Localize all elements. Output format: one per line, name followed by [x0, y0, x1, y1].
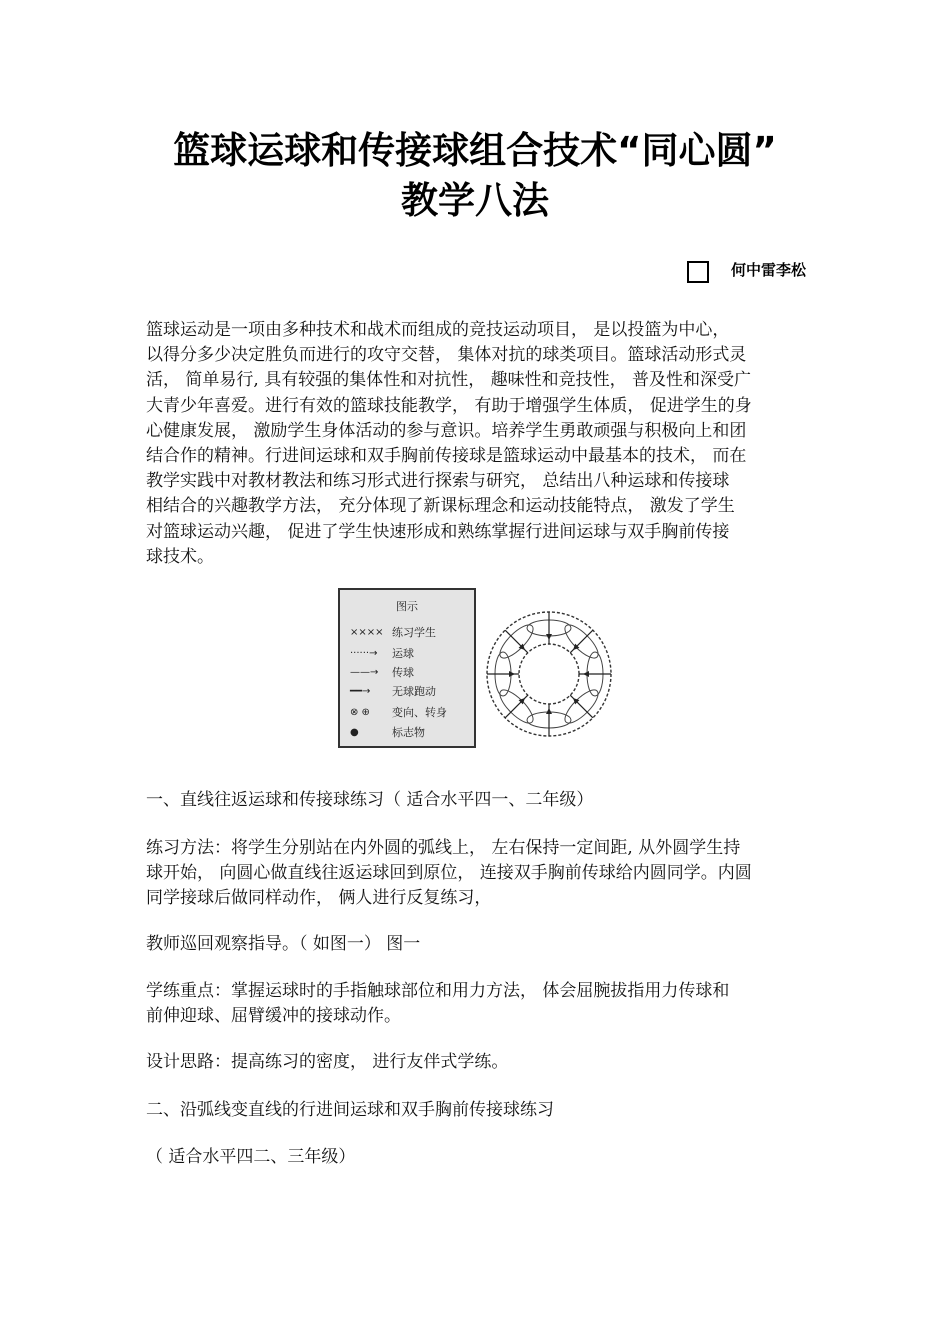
section-one-focus	[146, 979, 814, 1029]
section-one-teacher-note: 教师巡回观察指导。（ 如图一） 图一	[146, 934, 421, 954]
legend-symbol-student-icon: ××××	[350, 626, 384, 638]
legend-title: 图示	[396, 600, 418, 613]
concentric-circle-diagram	[478, 594, 620, 750]
arrow-head-icon	[583, 671, 589, 677]
legend-row	[350, 664, 414, 680]
document-title-line1: 篮球运球和传接球组合技术“同心圆”	[173, 129, 777, 172]
method-line: 练习方法：将学生分别站在内外圆的弧线上， 左右保持一定间距, 从外圆学生持	[146, 838, 741, 858]
legend-symbol-marker-icon: ●	[350, 726, 359, 738]
legend-label: 变向、转身	[392, 706, 447, 719]
inner-circle	[519, 644, 579, 704]
legend-symbol-pass-icon: ——→	[350, 666, 379, 678]
intro-line: 结合作的精神。行进间运球和双手胸前传接球是篮球运动中最基本的技术， 而在	[146, 446, 747, 467]
section-one-method	[146, 836, 814, 912]
author-row	[687, 256, 806, 282]
legend-label: 无球跑动	[392, 685, 436, 698]
legend-symbol-turn-icon: ⊗ ⊕	[350, 706, 370, 718]
legend-label: 标志物	[392, 726, 425, 739]
method-line: 球开始， 向圆心做直线往返运球回到原位， 连接双手胸前传球给内圆同学。内圆	[146, 863, 752, 884]
legend-row	[350, 624, 436, 640]
figure-legend	[338, 588, 476, 748]
legend-symbol-run-icon: ━━→	[350, 685, 371, 697]
legend-row	[350, 724, 425, 740]
figure-one	[338, 588, 620, 754]
section-one-design: 设计思路：提高练习的密度， 进行友伴式学练。	[146, 1052, 509, 1072]
intro-line: 对篮球运动兴趣， 促进了学生快速形成和熟练掌握行进间运球与双手胸前传接	[146, 521, 730, 542]
intro-line: 大青少年喜爱。进行有效的篮球技能教学， 有助于增强学生体质， 促进学生的身	[146, 395, 752, 416]
document-title-line2: 教学八法	[401, 179, 549, 222]
legend-row	[350, 704, 447, 720]
section-two-level: （ 适合水平四二、三年级）	[146, 1147, 356, 1167]
method-line: 同学接球后做同样动作， 俩人进行反复练习，	[146, 888, 492, 909]
legend-row	[350, 645, 414, 661]
intro-line: 活， 简单易行, 具有较强的集体性和对抗性， 趣味性和竞技性， 普及性和深受广	[146, 370, 752, 391]
intro-line: 教学实践中对教材教法和练习形式进行探索与研究， 总结出八种运球和传接球	[146, 471, 730, 492]
arrow-head-icon	[509, 671, 515, 677]
legend-label: 运球	[392, 647, 414, 660]
legend-symbol-dribble-icon: ······→	[350, 647, 378, 659]
section-two-heading: 二、沿弧线变直线的行进间运球和双手胸前传接球练习	[146, 1100, 554, 1120]
intro-paragraph	[146, 318, 814, 570]
intro-line: 篮球运动是一项由多种技术和战术而组成的竞技运动项目， 是以投篮为中心，	[146, 320, 730, 340]
intro-line: 心健康发展， 激励学生身体活动的参与意识。培养学生勇敢顽强与积极向上和团	[146, 420, 747, 441]
author-names: 何中雷李松	[730, 260, 806, 279]
legend-row	[350, 683, 436, 699]
section-one-heading: 一、直线往返运球和传接球练习（ 适合水平四一、二年级）	[146, 790, 594, 810]
checkbox-square-icon	[687, 261, 709, 283]
intro-line: 相结合的兴趣教学方法， 充分体现了新课标理念和运动技能特点， 激发了学生	[146, 496, 735, 517]
focus-line: 前伸迎球、屈臂缓冲的接球动作。	[146, 1006, 401, 1027]
arrow-head-icon	[546, 708, 552, 714]
practice-paths	[487, 612, 611, 736]
legend-label: 练习学生	[392, 626, 436, 639]
arrow-head-icon	[546, 634, 552, 640]
focus-line: 学练重点：掌握运球时的手指触球部位和用力方法， 体会屈腕拔指用力传球和	[146, 981, 730, 1001]
legend-label: 传球	[392, 666, 414, 679]
intro-line: 以得分多少决定胜负而进行的攻守交替， 集体对抗的球类项目。篮球活动形式灵	[146, 345, 747, 366]
intro-line: 球技术。	[146, 546, 214, 567]
